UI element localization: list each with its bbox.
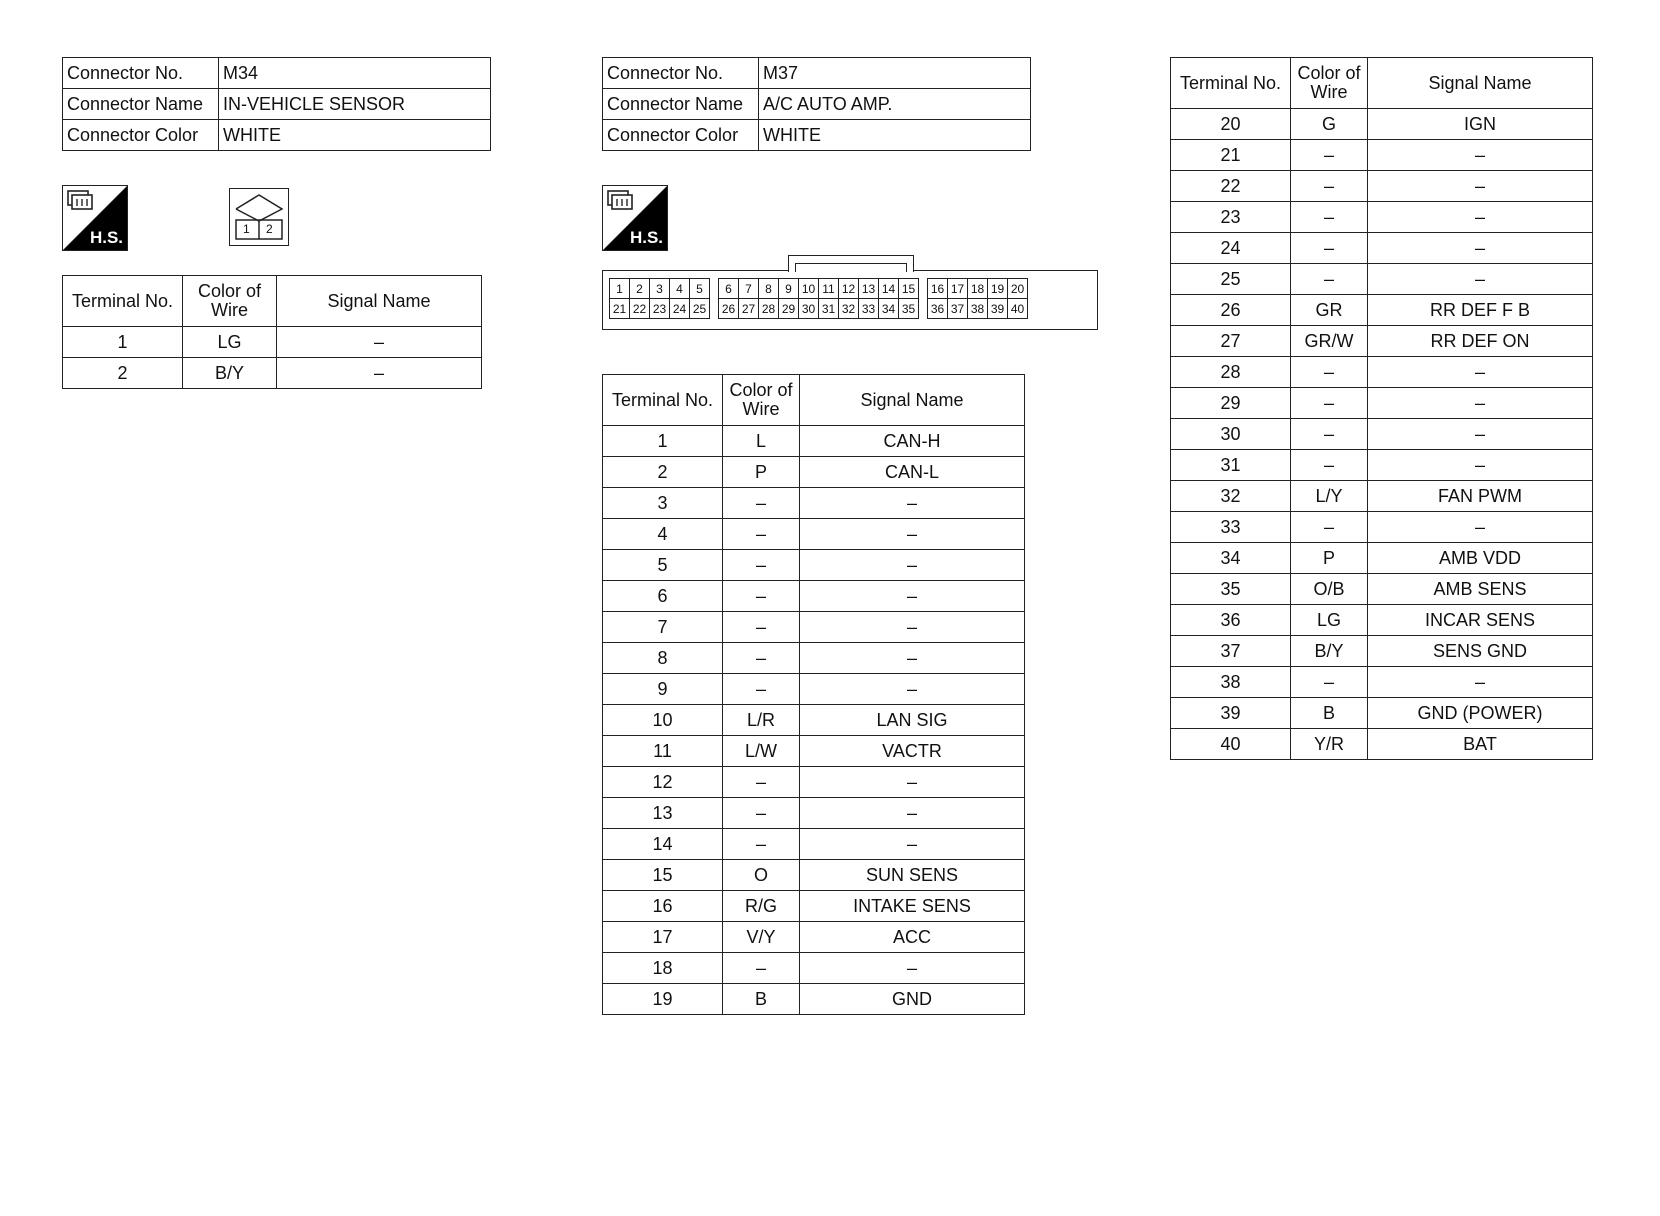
color-cell: G — [1291, 109, 1368, 140]
table-row — [1171, 481, 1593, 512]
terminal-cell: 4 — [603, 519, 723, 550]
pin-cell: 20 — [1008, 279, 1028, 299]
pin-grid — [609, 278, 1028, 319]
color-cell: R/G — [723, 891, 800, 922]
pin-label: 1 — [243, 222, 250, 236]
signal-cell: GND — [800, 984, 1025, 1015]
table-row — [1171, 326, 1593, 357]
terminal-cell: 15 — [603, 860, 723, 891]
pin-cell: 10 — [799, 279, 819, 299]
color-cell: – — [1291, 388, 1368, 419]
pin-cell: 28 — [759, 299, 779, 319]
terminal-cell: 35 — [1171, 574, 1291, 605]
color-of-wire-header — [1291, 58, 1368, 109]
terminal-cell: 34 — [1171, 543, 1291, 574]
pin-cell: 38 — [968, 299, 988, 319]
signal-cell: IGN — [1368, 109, 1593, 140]
signal-cell: – — [1368, 357, 1593, 388]
pin-row — [610, 299, 1028, 319]
info-label: Connector No. — [63, 58, 219, 89]
pin-cell: 12 — [839, 279, 859, 299]
table-row — [603, 457, 1025, 488]
table-row — [1171, 171, 1593, 202]
info-value: A/C AUTO AMP. — [759, 89, 1031, 120]
terminal-no-header: Terminal No. — [1171, 58, 1291, 109]
signal-cell: – — [800, 550, 1025, 581]
color-cell: – — [723, 488, 800, 519]
color-cell: – — [723, 550, 800, 581]
m34-terminal-table — [62, 275, 482, 389]
m37-terminal-table-2 — [1170, 57, 1593, 760]
terminal-no-header: Terminal No. — [603, 375, 723, 426]
signal-cell: – — [800, 519, 1025, 550]
info-row — [63, 89, 491, 120]
table-row — [63, 327, 482, 358]
table-header-row — [1171, 58, 1593, 109]
pin-cell: 30 — [799, 299, 819, 319]
signal-cell: ACC — [800, 922, 1025, 953]
connector-cup-icon — [67, 190, 97, 214]
pin-cell: 18 — [968, 279, 988, 299]
pin-cell: 27 — [739, 299, 759, 319]
table-row — [1171, 450, 1593, 481]
table-row — [1171, 295, 1593, 326]
color-cell: – — [1291, 419, 1368, 450]
signal-cell: – — [277, 327, 482, 358]
color-cell: – — [1291, 233, 1368, 264]
pin-cell: 26 — [719, 299, 739, 319]
terminal-cell: 9 — [603, 674, 723, 705]
pin-gap — [919, 279, 928, 299]
terminal-cell: 38 — [1171, 667, 1291, 698]
signal-cell: BAT — [1368, 729, 1593, 760]
signal-cell: GND (POWER) — [1368, 698, 1593, 729]
signal-cell: – — [1368, 450, 1593, 481]
harness-side-icon — [602, 185, 668, 251]
terminal-cell: 28 — [1171, 357, 1291, 388]
table-row — [1171, 388, 1593, 419]
pin-row — [610, 279, 1028, 299]
pin-cell: 7 — [739, 279, 759, 299]
connector-outline-icon — [230, 189, 288, 245]
table-header-row — [63, 276, 482, 327]
table-row — [603, 550, 1025, 581]
pin-cell: 23 — [650, 299, 670, 319]
m37-connector-info-table — [602, 57, 1031, 151]
pin-cell: 32 — [839, 299, 859, 319]
color-cell: B/Y — [183, 358, 277, 389]
table-row — [603, 674, 1025, 705]
table-row — [1171, 202, 1593, 233]
info-value: WHITE — [759, 120, 1031, 151]
terminal-cell: 30 — [1171, 419, 1291, 450]
signal-cell: – — [800, 767, 1025, 798]
pin-cell: 1 — [610, 279, 630, 299]
table-row — [1171, 419, 1593, 450]
terminal-cell: 7 — [603, 612, 723, 643]
pin-cell: 11 — [819, 279, 839, 299]
color-cell: – — [723, 674, 800, 705]
pin-cell: 35 — [899, 299, 919, 319]
m37-connector-face — [602, 270, 1098, 330]
terminal-cell: 27 — [1171, 326, 1291, 357]
terminal-cell: 31 — [1171, 450, 1291, 481]
pin-cell: 29 — [779, 299, 799, 319]
terminal-cell: 37 — [1171, 636, 1291, 667]
color-cell: – — [1291, 140, 1368, 171]
pin-cell: 36 — [928, 299, 948, 319]
color-cell: B — [1291, 698, 1368, 729]
terminal-cell: 18 — [603, 953, 723, 984]
table-row — [603, 860, 1025, 891]
pin-cell: 24 — [670, 299, 690, 319]
pin-cell: 25 — [690, 299, 710, 319]
color-cell: – — [1291, 512, 1368, 543]
color-cell: – — [723, 643, 800, 674]
terminal-cell: 20 — [1171, 109, 1291, 140]
color-cell: – — [723, 798, 800, 829]
color-cell: – — [1291, 264, 1368, 295]
color-cell: B — [723, 984, 800, 1015]
color-cell: – — [1291, 450, 1368, 481]
signal-cell: – — [1368, 264, 1593, 295]
connector-latch-inner — [795, 263, 907, 272]
color-cell: – — [723, 767, 800, 798]
signal-name-header: Signal Name — [1368, 58, 1593, 109]
table-row — [63, 358, 482, 389]
table-row — [603, 612, 1025, 643]
terminal-cell: 22 — [1171, 171, 1291, 202]
terminal-cell: 23 — [1171, 202, 1291, 233]
signal-cell: – — [1368, 388, 1593, 419]
terminal-cell: 10 — [603, 705, 723, 736]
signal-cell: AMB VDD — [1368, 543, 1593, 574]
pin-cell: 16 — [928, 279, 948, 299]
signal-cell: RR DEF F B — [1368, 295, 1593, 326]
color-cell: Y/R — [1291, 729, 1368, 760]
table-row — [1171, 264, 1593, 295]
table-row — [1171, 605, 1593, 636]
pin-cell: 4 — [670, 279, 690, 299]
signal-cell: – — [800, 612, 1025, 643]
info-row — [603, 58, 1031, 89]
table-row — [603, 519, 1025, 550]
table-row — [1171, 667, 1593, 698]
signal-cell: – — [1368, 171, 1593, 202]
terminal-cell: 24 — [1171, 233, 1291, 264]
pin-cell: 2 — [630, 279, 650, 299]
pin-cell: 34 — [879, 299, 899, 319]
terminal-cell: 5 — [603, 550, 723, 581]
color-cell: GR — [1291, 295, 1368, 326]
table-row — [603, 488, 1025, 519]
signal-cell: – — [1368, 667, 1593, 698]
table-row — [603, 705, 1025, 736]
color-cell: LG — [1291, 605, 1368, 636]
terminal-cell: 14 — [603, 829, 723, 860]
table-body — [1171, 58, 1593, 760]
table-row — [1171, 140, 1593, 171]
m34-connector-info-table — [62, 57, 491, 151]
header-line: Color of — [1297, 63, 1361, 83]
header-line: Wire — [1310, 82, 1348, 102]
info-value: IN-VEHICLE SENSOR — [219, 89, 491, 120]
pin-cell: 19 — [988, 279, 1008, 299]
signal-cell: RR DEF ON — [1368, 326, 1593, 357]
color-cell: O — [723, 860, 800, 891]
terminal-cell: 2 — [63, 358, 183, 389]
signal-cell: SENS GND — [1368, 636, 1593, 667]
pin-cell: 33 — [859, 299, 879, 319]
signal-cell: – — [800, 798, 1025, 829]
color-cell: – — [723, 519, 800, 550]
table-row — [1171, 109, 1593, 140]
pin-cell: 13 — [859, 279, 879, 299]
terminal-cell: 39 — [1171, 698, 1291, 729]
info-label: Connector Color — [63, 120, 219, 151]
signal-cell: LAN SIG — [800, 705, 1025, 736]
pin-cell: 8 — [759, 279, 779, 299]
color-cell: – — [723, 612, 800, 643]
color-cell: O/B — [1291, 574, 1368, 605]
terminal-cell: 1 — [603, 426, 723, 457]
terminal-cell: 25 — [1171, 264, 1291, 295]
terminal-cell: 6 — [603, 581, 723, 612]
table-row — [603, 891, 1025, 922]
terminal-cell: 21 — [1171, 140, 1291, 171]
color-cell: V/Y — [723, 922, 800, 953]
pin-cell: 5 — [690, 279, 710, 299]
signal-cell: – — [1368, 419, 1593, 450]
signal-cell: – — [1368, 233, 1593, 264]
hs-label: H.S. — [89, 228, 123, 247]
header-line: Color of — [729, 380, 793, 400]
table-row — [603, 798, 1025, 829]
color-cell: L — [723, 426, 800, 457]
signal-cell: INTAKE SENS — [800, 891, 1025, 922]
terminal-cell: 13 — [603, 798, 723, 829]
color-of-wire-header — [723, 375, 800, 426]
pin-cell: 39 — [988, 299, 1008, 319]
table-row — [603, 581, 1025, 612]
terminal-cell: 40 — [1171, 729, 1291, 760]
info-label: Connector Color — [603, 120, 759, 151]
terminal-cell: 29 — [1171, 388, 1291, 419]
pin-cell: 3 — [650, 279, 670, 299]
signal-cell: VACTR — [800, 736, 1025, 767]
signal-cell: AMB SENS — [1368, 574, 1593, 605]
pin-gap — [919, 299, 928, 319]
terminal-cell: 26 — [1171, 295, 1291, 326]
pin-cell: 37 — [948, 299, 968, 319]
info-row — [63, 120, 491, 151]
signal-cell: CAN-H — [800, 426, 1025, 457]
pin-label: 2 — [266, 222, 273, 236]
pin-cell: 14 — [879, 279, 899, 299]
pin-cell: 9 — [779, 279, 799, 299]
table-row — [603, 643, 1025, 674]
terminal-cell: 12 — [603, 767, 723, 798]
terminal-cell: 11 — [603, 736, 723, 767]
terminal-cell: 3 — [603, 488, 723, 519]
connector-cup-icon — [607, 190, 637, 214]
pin-cell: 31 — [819, 299, 839, 319]
info-row — [63, 58, 491, 89]
info-label: Connector No. — [603, 58, 759, 89]
color-cell: L/R — [723, 705, 800, 736]
table-row — [1171, 357, 1593, 388]
hs-label: H.S. — [629, 228, 663, 247]
m34-connector-face — [229, 188, 289, 246]
color-cell: – — [1291, 357, 1368, 388]
signal-cell: – — [800, 953, 1025, 984]
terminal-cell: 19 — [603, 984, 723, 1015]
signal-name-header: Signal Name — [800, 375, 1025, 426]
pin-cell: 22 — [630, 299, 650, 319]
signal-cell: FAN PWM — [1368, 481, 1593, 512]
table-row — [1171, 512, 1593, 543]
terminal-cell: 1 — [63, 327, 183, 358]
terminal-cell: 2 — [603, 457, 723, 488]
table-row — [603, 829, 1025, 860]
info-row — [603, 89, 1031, 120]
table-header-row — [603, 375, 1025, 426]
color-cell: – — [723, 581, 800, 612]
terminal-cell: 16 — [603, 891, 723, 922]
pin-cell: 40 — [1008, 299, 1028, 319]
color-cell: B/Y — [1291, 636, 1368, 667]
table-body — [603, 375, 1025, 1015]
pin-cell: 21 — [610, 299, 630, 319]
terminal-cell: 36 — [1171, 605, 1291, 636]
terminal-cell: 33 — [1171, 512, 1291, 543]
terminal-cell: 8 — [603, 643, 723, 674]
color-cell: GR/W — [1291, 326, 1368, 357]
signal-cell: CAN-L — [800, 457, 1025, 488]
signal-cell: – — [800, 674, 1025, 705]
table-row — [1171, 698, 1593, 729]
table-row — [603, 767, 1025, 798]
signal-cell: – — [800, 581, 1025, 612]
signal-cell: – — [800, 488, 1025, 519]
table-row — [1171, 574, 1593, 605]
harness-side-icon — [62, 185, 128, 251]
signal-name-header: Signal Name — [277, 276, 482, 327]
table-row — [603, 922, 1025, 953]
header-line: Wire — [742, 399, 780, 419]
table-row — [603, 426, 1025, 457]
color-cell: L/Y — [1291, 481, 1368, 512]
table-row — [603, 984, 1025, 1015]
pin-cell: 17 — [948, 279, 968, 299]
table-row — [1171, 543, 1593, 574]
signal-cell: – — [800, 829, 1025, 860]
signal-cell: INCAR SENS — [1368, 605, 1593, 636]
color-cell: – — [723, 953, 800, 984]
color-cell: P — [1291, 543, 1368, 574]
table-row — [603, 953, 1025, 984]
signal-cell: – — [1368, 202, 1593, 233]
table-row — [1171, 636, 1593, 667]
info-label: Connector Name — [63, 89, 219, 120]
terminal-cell: 17 — [603, 922, 723, 953]
signal-cell: – — [800, 643, 1025, 674]
table-row — [603, 736, 1025, 767]
terminal-no-header: Terminal No. — [63, 276, 183, 327]
table-row — [1171, 233, 1593, 264]
signal-cell: – — [1368, 140, 1593, 171]
color-cell: – — [1291, 171, 1368, 202]
color-cell: – — [1291, 667, 1368, 698]
m37-terminal-table-1 — [602, 374, 1025, 1015]
terminal-cell: 32 — [1171, 481, 1291, 512]
signal-cell: – — [277, 358, 482, 389]
signal-cell: SUN SENS — [800, 860, 1025, 891]
color-cell: – — [1291, 202, 1368, 233]
info-row — [603, 120, 1031, 151]
header-line: Wire — [211, 300, 248, 320]
info-value: M37 — [759, 58, 1031, 89]
pin-gap — [710, 299, 719, 319]
info-value: M34 — [219, 58, 491, 89]
color-cell: P — [723, 457, 800, 488]
info-value: WHITE — [219, 120, 491, 151]
pin-cell: 15 — [899, 279, 919, 299]
pin-cell: 6 — [719, 279, 739, 299]
color-cell: L/W — [723, 736, 800, 767]
info-label: Connector Name — [603, 89, 759, 120]
color-of-wire-header — [183, 276, 277, 327]
pin-gap — [710, 279, 719, 299]
signal-cell: – — [1368, 512, 1593, 543]
color-cell: LG — [183, 327, 277, 358]
table-row — [1171, 729, 1593, 760]
color-cell: – — [723, 829, 800, 860]
header-line: Color of — [197, 281, 262, 301]
